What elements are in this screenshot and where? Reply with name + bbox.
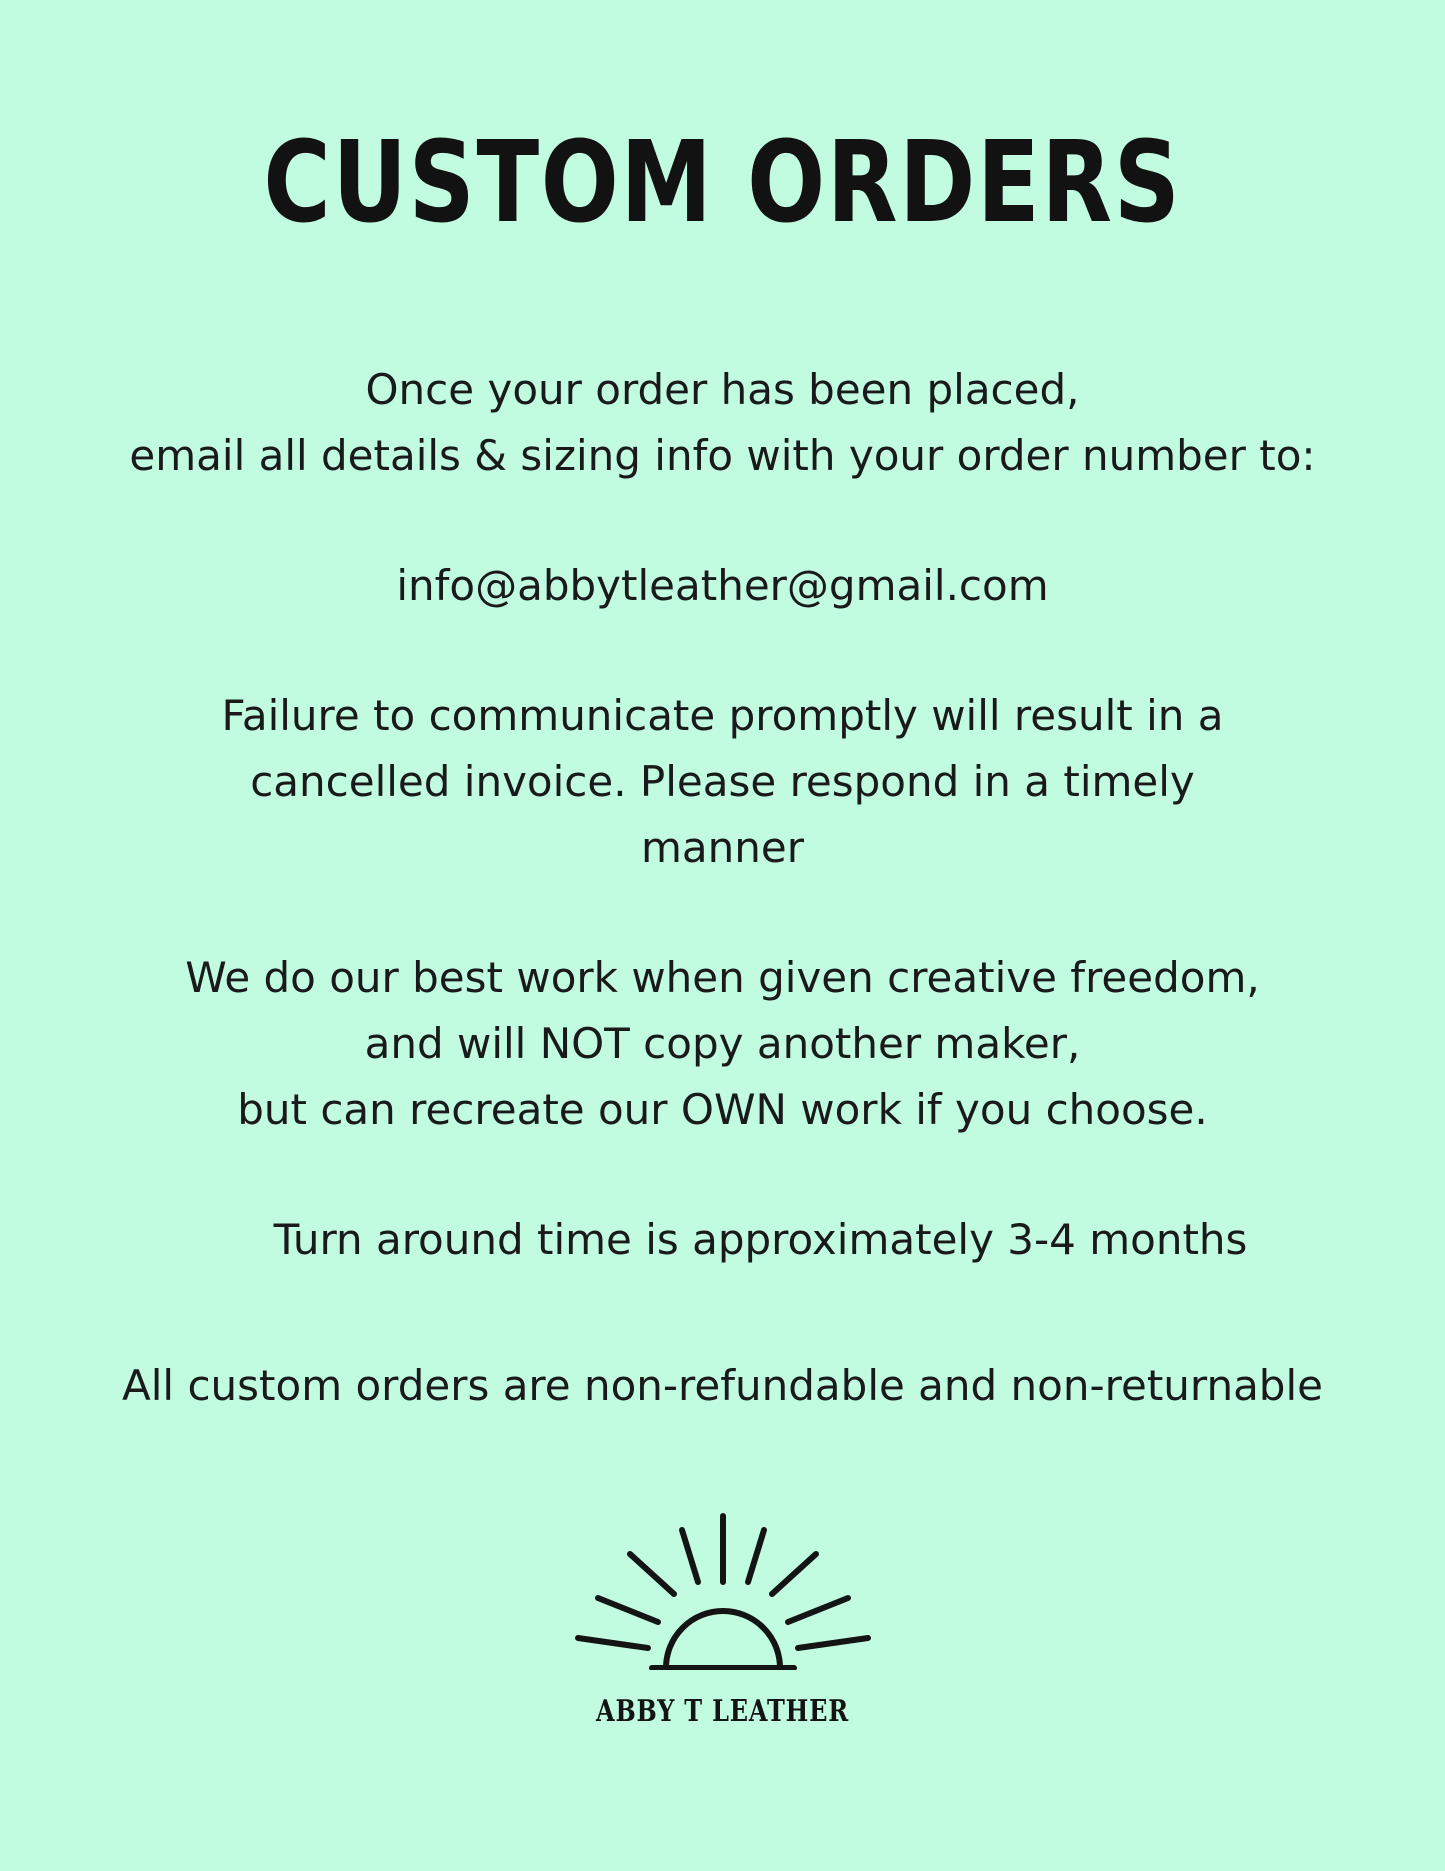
sunrise-icon: [570, 1510, 876, 1670]
freedom-line-3: but can recreate our OWN work if you choose.: [237, 1085, 1208, 1134]
freedom-line-2: and will NOT copy another maker,: [364, 1019, 1081, 1068]
refund-line: All custom orders are non-refundable and non-returnable: [122, 1361, 1323, 1410]
brand-logo-text: ABBY T LEATHER: [596, 1694, 849, 1729]
contact-email: info@abbytleather@gmail.com: [396, 561, 1049, 610]
failure-line-3: manner: [641, 823, 804, 872]
freedom-line-1: We do our best work when given creative freedom,: [185, 953, 1260, 1002]
intro-line-2: email all details & sizing info with your order number to:: [129, 431, 1316, 480]
intro-line-1: Once your order has been placed,: [365, 365, 1080, 414]
turnaround-line: Turn around time is approximately 3-4 months: [273, 1215, 1248, 1264]
failure-line-2: cancelled invoice. Please respond in a timely: [250, 757, 1195, 806]
failure-line-1: Failure to communicate promptly will result in a: [221, 691, 1224, 740]
page-title: CUSTOM ORDERS: [263, 118, 1182, 248]
